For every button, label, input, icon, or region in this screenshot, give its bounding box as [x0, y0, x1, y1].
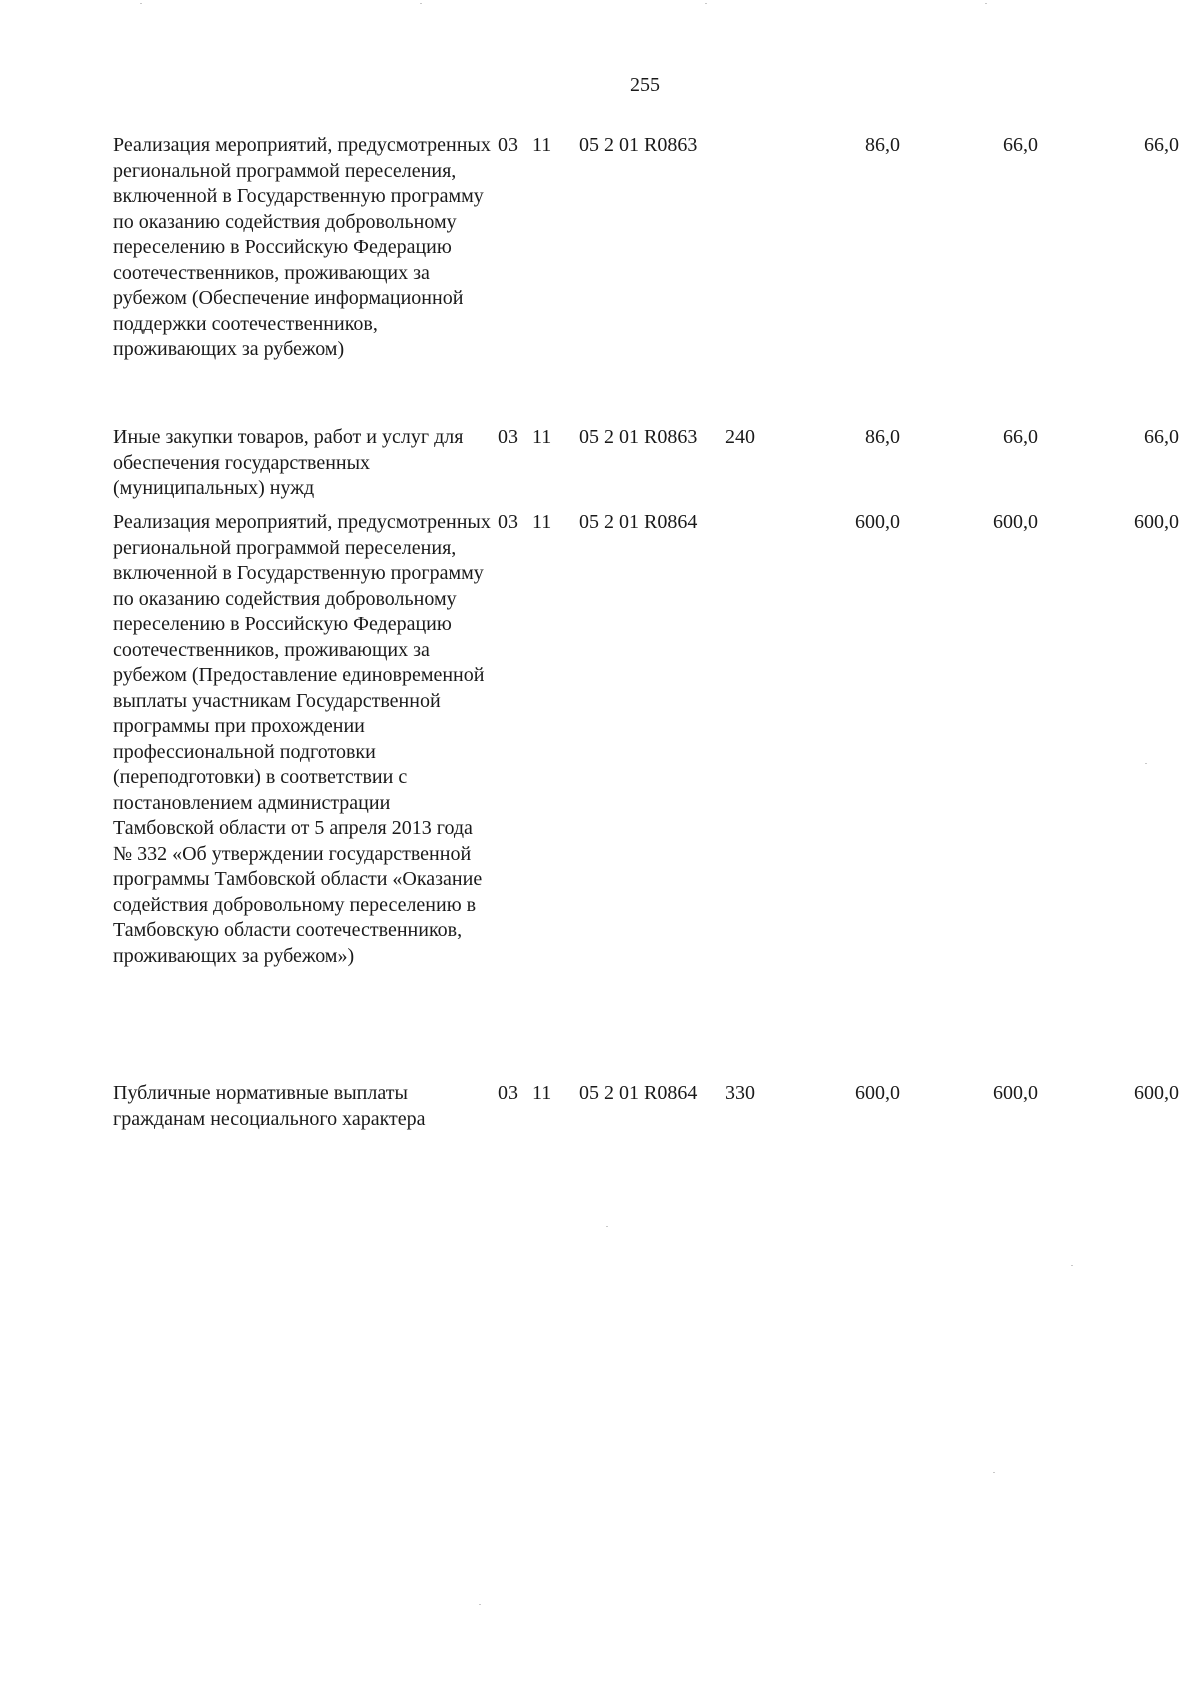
- row-subsection-code: 11: [532, 511, 552, 533]
- row-name: Публичные нормативные выплаты гражданам несоциального характера: [113, 1082, 426, 1130]
- row-amount-3: 66,0: [1144, 426, 1179, 448]
- row-name: Реализация мероприятий, предусмотренных региональной программой переселения, включенной в Государственную программу по оказанию содействия добровольному переселению в Российскую Федерацию соотечественников, проживающих за рубежом (Предоставление единовременной выплаты участникам Государственной программы при прохождении профессиональной подготовки (переподготовки) в соответствии с постановлением администрации Тамбовской области от 5 апреля 2013 года № 332 «Об утверждении государственной программы Тамбовской области «Оказание содействия добровольному переселению в Тамбовскую области соотечественников, проживающих за рубежом»): [113, 511, 491, 967]
- row-amount-3: 66,0: [1144, 134, 1179, 156]
- row-target-article: 05 2 01 R0863: [579, 134, 698, 156]
- row-subsection-code: 11: [532, 426, 552, 448]
- row-target-article: 05 2 01 R0863: [579, 426, 698, 448]
- row-target-article: 05 2 01 R0864: [579, 1082, 698, 1104]
- row-amount-3: 600,0: [1134, 1082, 1179, 1104]
- row-target-article: 05 2 01 R0864: [579, 511, 698, 533]
- row-amount-2: 66,0: [1003, 134, 1038, 156]
- row-name: Иные закупки товаров, работ и услуг для обеспечения государственных (муниципальных) нужд: [113, 426, 464, 499]
- row-subsection-code: 11: [532, 1082, 552, 1104]
- row-section-code: 03: [498, 511, 518, 533]
- row-amount-3: 600,0: [1134, 511, 1179, 533]
- page-number: 255: [630, 74, 660, 96]
- row-amount-1: 86,0: [865, 426, 900, 448]
- row-amount-1: 86,0: [865, 134, 900, 156]
- row-section-code: 03: [498, 1082, 518, 1104]
- row-amount-1: 600,0: [855, 511, 900, 533]
- scan-speck: [993, 1472, 995, 1473]
- row-amount-2: 600,0: [993, 1082, 1038, 1104]
- row-subsection-code: 11: [532, 134, 552, 156]
- scan-speck: [420, 3, 422, 4]
- row-name: Реализация мероприятий, предусмотренных региональной программой переселения, включенной в Государственную программу по оказанию содействия добровольному переселению в Российскую Федерацию соотечественников, проживающих за рубежом (Обеспечение информационной поддержки соотечественников, проживающих за рубежом): [113, 134, 491, 360]
- scan-speck: [1071, 1265, 1073, 1266]
- row-expense-type: 240: [725, 426, 755, 448]
- row-section-code: 03: [498, 134, 518, 156]
- scan-speck: [140, 3, 142, 4]
- scan-speck: [705, 3, 707, 4]
- scan-speck: [1145, 763, 1147, 764]
- scan-speck: [479, 1604, 481, 1605]
- row-amount-2: 600,0: [993, 511, 1038, 533]
- row-section-code: 03: [498, 426, 518, 448]
- row-expense-type: 330: [725, 1082, 755, 1104]
- scan-speck: [606, 1226, 608, 1227]
- row-amount-2: 66,0: [1003, 426, 1038, 448]
- scan-speck: [985, 3, 987, 4]
- row-amount-1: 600,0: [855, 1082, 900, 1104]
